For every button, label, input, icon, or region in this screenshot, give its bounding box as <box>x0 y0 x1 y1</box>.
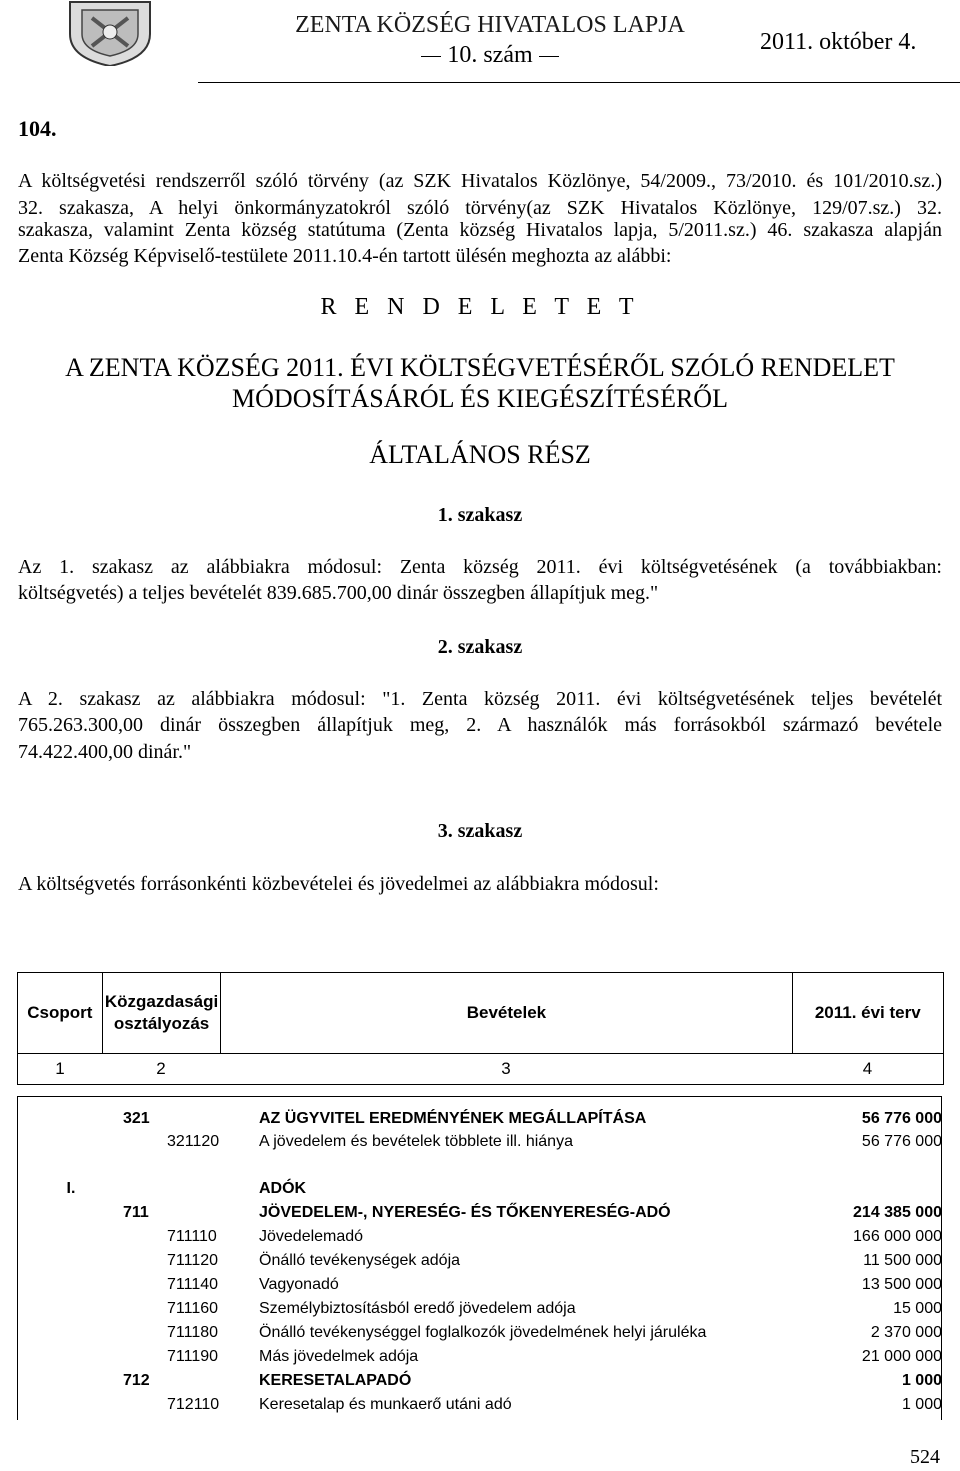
col-number-4: 4 <box>862 1059 873 1078</box>
header-rule <box>198 82 960 83</box>
section-1-heading: 1. szakasz <box>437 504 523 526</box>
col-header-classification: Közgazdasági osztályozás <box>103 973 222 1053</box>
col-header-plan: 2011. évi terv <box>814 1003 921 1022</box>
revenue-table-header <box>17 972 944 1085</box>
table-row: 711140 Vagyonadó 13 500 000 <box>167 1276 942 1293</box>
table-row: 711160 Személybiztosításból eredő jövedelem adója 15 000 <box>167 1300 942 1317</box>
decree-title-line-2: MÓDOSÍTÁSÁRÓL ÉS KIEGÉSZÍTÉSÉRŐL <box>232 384 728 413</box>
section-2-heading: 2. szakasz <box>437 636 523 658</box>
document-number: 104. <box>18 116 57 141</box>
section-1-line-2: költségvetés) a teljes bevételét 839.685.700,00 dinár összegben állapítjuk meg." <box>18 582 659 604</box>
rendeletet-heading: R E N D E L E T E T <box>320 294 640 320</box>
dash-right <box>539 56 559 57</box>
table-row: 321 AZ ÜGYVITEL EREDMÉNYÉNEK MEGÁLLAPÍTÁSA 56 776 000 <box>123 1110 942 1127</box>
section-3-heading: 3. szakasz <box>437 820 523 842</box>
table-row: 711190 Más jövedelmek adója 21 000 000 <box>167 1348 942 1365</box>
col-number-1: 1 <box>55 1059 65 1078</box>
preamble-line-2: 32. szakasza, A helyi önkormányzatokról szóló törvény(az SZK Hivatalos Közlönye, 129/07.sz.) 32. <box>18 197 942 219</box>
section-3-line-1: A költségvetés forrásonkénti közbevételei és jövedelmei az alábbiakra módosul: <box>18 873 659 895</box>
section-2-line-3: 74.422.400,00 dinár." <box>18 741 192 763</box>
table-row: 321120 A jövedelem és bevételek többlete ill. hiánya 56 776 000 <box>167 1133 942 1150</box>
section-1-line-1: Az 1. szakasz az alábbiakra módosul: Zenta község 2011. évi költségvetésének (a továbbiakban: <box>18 556 942 578</box>
section-2-line-2: 765.263.300,00 dinár összegben állapítjuk meg, 2. A használók más forrásokból származó bevétele <box>18 714 942 736</box>
table-row: 711110 Jövedelemadó 166 000 000 <box>167 1228 942 1245</box>
issue-number: 10. szám <box>270 42 710 69</box>
decree-title-line-1: A ZENTA KÖZSÉG 2011. ÉVI KÖLTSÉGVETÉSÉRŐL SZÓLÓ RENDELET <box>65 353 895 382</box>
table-number-row <box>18 1054 943 1084</box>
table-row: 712 KERESETALAPADÓ 1 000 <box>123 1372 942 1389</box>
table-row: 712110 Keresetalap és munkaerő utáni adó 1 000 <box>167 1396 942 1413</box>
dash-left <box>421 56 441 57</box>
table-body-top-rule <box>17 1096 942 1097</box>
decree-title <box>0 352 960 414</box>
table-header-row <box>18 973 943 1054</box>
general-part-heading: ÁLTALÁNOS RÉSZ <box>369 440 591 469</box>
preamble-line-1: A költségvetési rendszerről szóló törvény (az SZK Hivatalos Közlönye, 54/2009., 73/2010. és 101/2010.sz.) <box>18 170 942 192</box>
preamble-line-4: Zenta Község Képviselő-testülete 2011.10.4-én tartott ülésén meghozta az alábbi: <box>18 245 672 267</box>
col-header-group: Csoport <box>18 973 103 1053</box>
table-row: 711 JÖVEDELEM-, NYERESÉG- ÉS TŐKENYERESÉG-ADÓ 214 385 000 <box>123 1204 942 1221</box>
col-number-3: 3 <box>501 1059 511 1078</box>
crest-logo <box>62 0 158 66</box>
table-row: 711180 Önálló tevékenységgel foglalkozók jövedelmének helyi járuléka 2 370 000 <box>167 1324 942 1341</box>
table-row: I. ADÓK <box>66 1180 307 1197</box>
section-2-line-1: A 2. szakasz az alábbiakra módosul: "1. Zenta község 2011. évi költségvetésének teljes bevételét <box>18 688 942 710</box>
table-row: 711120 Önálló tevékenységek adója 11 500 000 <box>167 1252 942 1269</box>
preamble-line-3: szakasza, valamint Zenta község statútuma (Zenta község Hivatalos lapja, 5/2011.sz.) 46. szakasza alapján <box>18 219 942 241</box>
page-number: 524 <box>910 1446 940 1468</box>
issue-date: 2011. október 4. <box>760 29 917 55</box>
col-number-2: 2 <box>156 1059 166 1078</box>
col-header-revenues: Bevételek <box>221 973 792 1053</box>
